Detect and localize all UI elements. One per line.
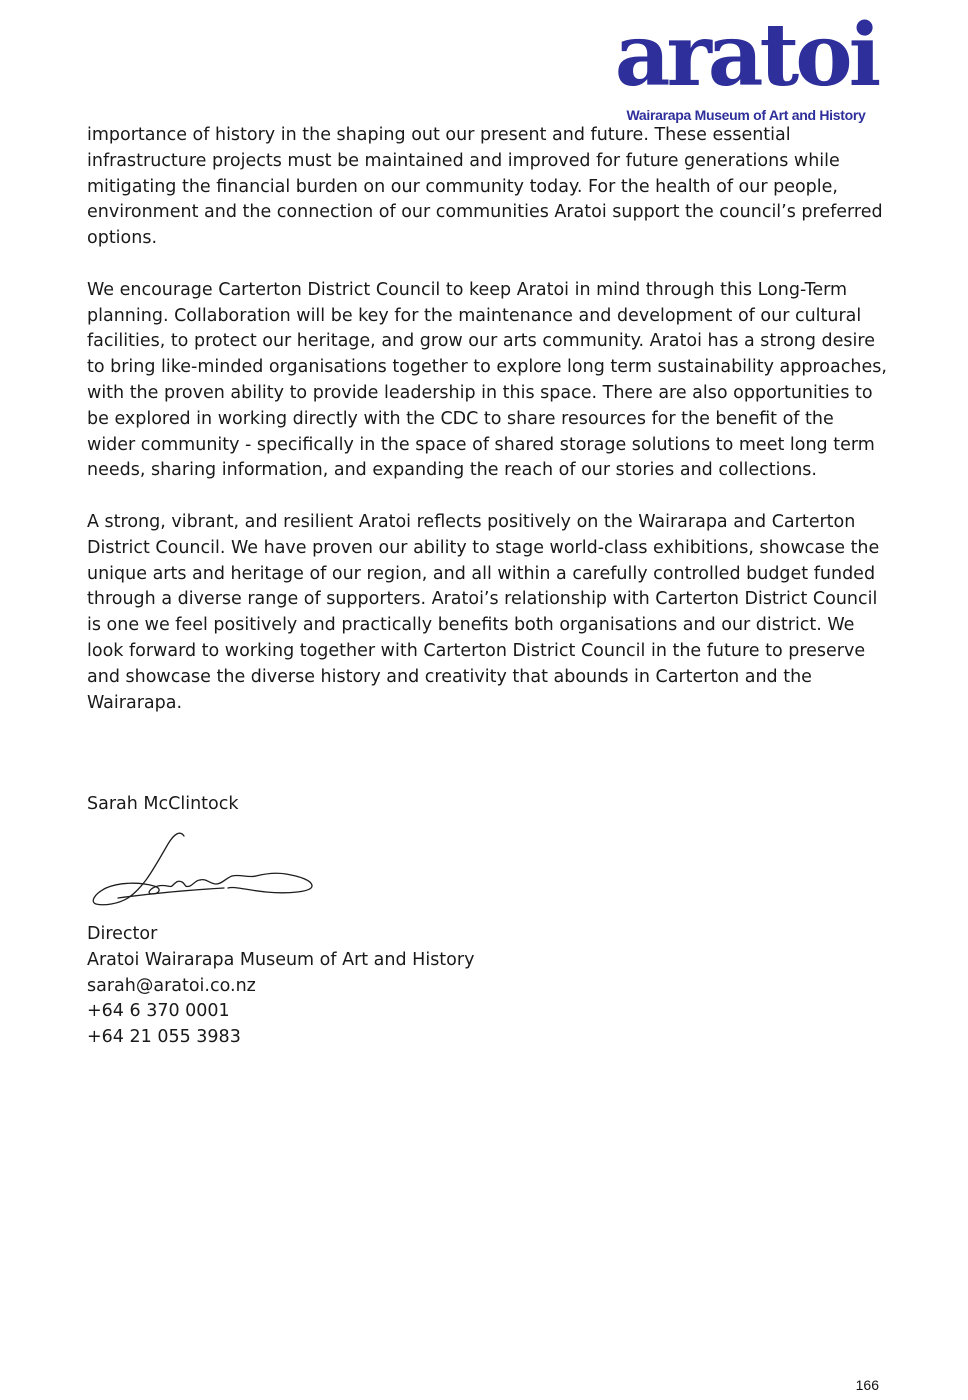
- contact-block: [87, 922, 474, 1051]
- phone-number-mobile: +64 21 055 3983: [87, 1027, 241, 1048]
- letter-body: [87, 123, 887, 742]
- body-paragraph-1: importance of history in the shaping out our present and future. These essential infrastructure projects must be maintained and improved for future generations while mitigating the financial burden on our community today. For the health of our people, environment and the connection of our communities Aratoi support the council’s preferred options.: [87, 125, 883, 249]
- logo-wordmark: aratoi: [614, 5, 878, 106]
- phone-number-landline: +64 6 370 0001: [87, 1001, 230, 1022]
- email-address: sarah@aratoi.co.nz: [87, 975, 256, 996]
- body-paragraph-2: We encourage Carterton District Council to keep Aratoi in mind through this Long-Term planning. Collaboration will be key for the maintenance and development of our cultural facilities, to protect our heritage, and grow our arts community. Aratoi has a strong desire to bring like-minded organisations together to explore long term sustainability approaches, with the proven ability to provide leadership in this space. There are also opportunities to be explored in working directly with the CDC to share resources for the benefit of the wider community - specifically in the space of shared storage solutions to meet long term needs, sharing information, and expanding the reach of our stories and collections.: [87, 279, 887, 481]
- organisation-name: Aratoi Wairarapa Museum of Art and History: [87, 949, 475, 970]
- aratoi-logo: [606, 5, 886, 124]
- signature-icon: [88, 828, 318, 912]
- body-paragraph-3: A strong, vibrant, and resilient Aratoi reflects positively on the Wairarapa and Carterton District Council. We have proven our ability to stage world-class exhibitions, showcase the unique arts and heritage of our region, and all within a carefully controlled budget funded through a diverse range of supporters. Aratoi’s relationship with Carterton District Council is one we feel positively and practically benefits both organisations and our district. We look forward to working together with Carterton District Council in the future to preserve and showcase the diverse history and creativity that abounds in Carterton and the Wairarapa.: [87, 511, 880, 713]
- logo-subtitle: Wairarapa Museum of Art and History: [626, 107, 866, 123]
- signatory-title: Director: [87, 924, 158, 944]
- page-number: 166: [855, 1377, 879, 1393]
- signatory-name: Sarah McClintock: [87, 794, 239, 814]
